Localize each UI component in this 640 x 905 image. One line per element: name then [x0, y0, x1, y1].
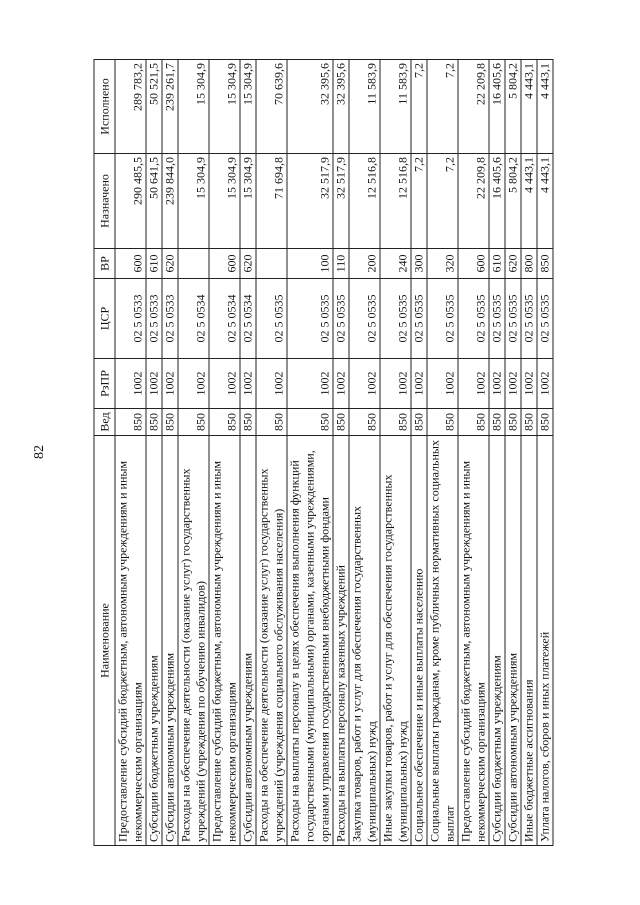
cell-csr: 02 5 0535: [333, 278, 349, 358]
table-row: [287, 59, 333, 845]
cell-rzpr: 1002: [209, 358, 240, 408]
cell-assigned: 71 694,8: [256, 153, 287, 248]
cell-executed: 32 395,6: [287, 59, 333, 153]
cell-assigned: 50 641,5: [146, 153, 162, 248]
cell-executed: 22 209,8: [458, 59, 489, 153]
table-row: [209, 59, 240, 845]
table-row: [349, 59, 380, 845]
cell-ved: 850: [162, 408, 178, 435]
cell-assigned: 5 804,2: [505, 153, 521, 248]
cell-assigned: 16 405,6: [489, 153, 505, 248]
cell-assigned: 15 304,9: [178, 153, 209, 248]
cell-assigned: 4 443,1: [537, 153, 553, 248]
cell-name: Субсидии автономным учреждениям: [162, 435, 178, 845]
cell-rzpr: 1002: [349, 358, 380, 408]
cell-ved: 850: [537, 408, 553, 435]
cell-ved: 850: [489, 408, 505, 435]
cell-vr: 600: [209, 248, 240, 278]
cell-name: Субсидии автономным учреждениям: [240, 435, 256, 845]
cell-ved: 850: [287, 408, 333, 435]
cell-vr: 600: [115, 248, 146, 278]
table-row: [521, 59, 537, 845]
cell-ved: 850: [209, 408, 240, 435]
header-cell-rzpr: РзПР: [94, 358, 115, 408]
cell-vr: 800: [521, 248, 537, 278]
cell-name: Закупка товаров, работ и услуг для обеспечения государственных (муниципальных) нужд: [349, 435, 380, 845]
cell-ved: 850: [333, 408, 349, 435]
cell-rzpr: 1002: [333, 358, 349, 408]
cell-name: Социальные выплаты гражданам, кроме публичных нормативных социальных выплат: [427, 435, 458, 845]
cell-ved: 850: [521, 408, 537, 435]
cell-ved: 850: [146, 408, 162, 435]
cell-rzpr: 1002: [489, 358, 505, 408]
table-row: [115, 59, 146, 845]
cell-name: Уплата налогов, сборов и иных платежей: [537, 435, 553, 845]
table-row: [162, 59, 178, 845]
cell-csr: 02 5 0535: [458, 278, 489, 358]
table-row: [380, 59, 411, 845]
cell-ved: 850: [115, 408, 146, 435]
cell-name: Субсидии автономным учреждениям: [505, 435, 521, 845]
table-header: [94, 59, 115, 845]
cell-vr: 110: [333, 248, 349, 278]
cell-rzpr: 1002: [178, 358, 209, 408]
cell-name: Расходы на выплаты персоналу в целях обеспечения выполнения функций государственными (муниципальными) органами, казенными учреждениями, органами управления государственными внебюджетными фондами: [287, 435, 333, 845]
cell-vr: 610: [146, 248, 162, 278]
cell-executed: 15 304,9: [240, 59, 256, 153]
cell-ved: 850: [505, 408, 521, 435]
cell-csr: 02 5 0534: [178, 278, 209, 358]
table-body: [115, 59, 553, 845]
header-cell-name: Наименование: [94, 435, 115, 845]
cell-name: Расходы на обеспечение деятельности (оказание услуг) государственных учреждений (учреждения социального обслуживания населения): [256, 435, 287, 845]
cell-csr: 02 5 0533: [115, 278, 146, 358]
cell-assigned: 7,2: [411, 153, 427, 248]
cell-executed: 15 304,9: [178, 59, 209, 153]
cell-csr: 02 5 0535: [489, 278, 505, 358]
cell-name: Иные закупки товаров, работ и услуг для обеспечения государственных (муниципальных) нужд: [380, 435, 411, 845]
cell-csr: 02 5 0535: [521, 278, 537, 358]
cell-csr: 02 5 0534: [240, 278, 256, 358]
header-cell-executed: Исполнено: [94, 59, 115, 153]
cell-assigned: 32 517,9: [287, 153, 333, 248]
cell-rzpr: 1002: [287, 358, 333, 408]
table-row: [505, 59, 521, 845]
cell-assigned: 290 485,5: [115, 153, 146, 248]
cell-rzpr: 1002: [146, 358, 162, 408]
rotated-page-content: [94, 60, 552, 846]
table-row: [146, 59, 162, 845]
cell-vr: 620: [162, 248, 178, 278]
cell-vr: 240: [380, 248, 411, 278]
cell-rzpr: 1002: [256, 358, 287, 408]
budget-table: [94, 59, 554, 846]
cell-ved: 850: [256, 408, 287, 435]
cell-executed: 70 639,6: [256, 59, 287, 153]
cell-csr: 02 5 0535: [505, 278, 521, 358]
cell-csr: 02 5 0535: [256, 278, 287, 358]
table-row: [256, 59, 287, 845]
cell-rzpr: 1002: [537, 358, 553, 408]
cell-assigned: 4 443,1: [521, 153, 537, 248]
cell-csr: 02 5 0535: [537, 278, 553, 358]
cell-name: Иные бюджетные ассигнования: [521, 435, 537, 845]
cell-ved: 850: [240, 408, 256, 435]
cell-executed: 4 443,1: [521, 59, 537, 153]
cell-assigned: 12 516,8: [349, 153, 380, 248]
cell-executed: 5 804,2: [505, 59, 521, 153]
cell-vr: 600: [458, 248, 489, 278]
cell-rzpr: 1002: [162, 358, 178, 408]
header-cell-csr: ЦСР: [94, 278, 115, 358]
cell-assigned: 22 209,8: [458, 153, 489, 248]
cell-vr: 850: [537, 248, 553, 278]
table-row: [333, 59, 349, 845]
header-cell-assigned: Назначено: [94, 153, 115, 248]
table-row: [240, 59, 256, 845]
cell-assigned: 239 844,0: [162, 153, 178, 248]
cell-csr: 02 5 0534: [209, 278, 240, 358]
cell-csr: 02 5 0535: [349, 278, 380, 358]
header-row: [94, 59, 115, 845]
cell-name: Предоставление субсидий бюджетным, автономным учреждениям и иным некоммерческим организациям: [115, 435, 146, 845]
cell-vr: 200: [349, 248, 380, 278]
cell-vr: 620: [505, 248, 521, 278]
cell-name: Расходы на выплаты персоналу казенных учреждений: [333, 435, 349, 845]
cell-csr: 02 5 0535: [287, 278, 333, 358]
table-row: [458, 59, 489, 845]
cell-csr: 02 5 0533: [162, 278, 178, 358]
cell-rzpr: 1002: [458, 358, 489, 408]
table-row: [178, 59, 209, 845]
cell-name: Субсидии бюджетным учреждениям: [489, 435, 505, 845]
cell-csr: 02 5 0533: [146, 278, 162, 358]
cell-executed: 7,2: [411, 59, 427, 153]
cell-executed: 11 583,9: [349, 59, 380, 153]
cell-assigned: 7,2: [427, 153, 458, 248]
cell-executed: 7,2: [427, 59, 458, 153]
cell-csr: 02 5 0535: [380, 278, 411, 358]
cell-name: Предоставление субсидий бюджетным, автономным учреждениям и иным некоммерческим организациям: [458, 435, 489, 845]
cell-assigned: 15 304,9: [240, 153, 256, 248]
cell-executed: 289 783,2: [115, 59, 146, 153]
cell-ved: 850: [427, 408, 458, 435]
cell-name: Предоставление субсидий бюджетным, автономным учреждениям и иным некоммерческим организациям: [209, 435, 240, 845]
cell-name: Социальное обеспечение и иные выплаты населению: [411, 435, 427, 845]
header-cell-ved: Вед: [94, 408, 115, 435]
cell-executed: 11 583,9: [380, 59, 411, 153]
cell-csr: 02 5 0535: [411, 278, 427, 358]
cell-name: Субсидии бюджетным учреждениям: [146, 435, 162, 845]
cell-vr: [256, 248, 287, 278]
cell-ved: 850: [380, 408, 411, 435]
cell-executed: 4 443,1: [537, 59, 553, 153]
cell-vr: 320: [427, 248, 458, 278]
cell-ved: 850: [349, 408, 380, 435]
cell-csr: 02 5 0535: [427, 278, 458, 358]
cell-rzpr: 1002: [115, 358, 146, 408]
cell-name: Расходы на обеспечение деятельности (оказание услуг) государственных учреждений (учреждения по обучению инвалидов): [178, 435, 209, 845]
cell-executed: 239 261,7: [162, 59, 178, 153]
cell-vr: 100: [287, 248, 333, 278]
cell-vr: 620: [240, 248, 256, 278]
cell-executed: 15 304,9: [209, 59, 240, 153]
cell-rzpr: 1002: [411, 358, 427, 408]
cell-rzpr: 1002: [427, 358, 458, 408]
cell-assigned: 32 517,9: [333, 153, 349, 248]
cell-executed: 50 521,5: [146, 59, 162, 153]
cell-rzpr: 1002: [505, 358, 521, 408]
header-cell-vr: ВР: [94, 248, 115, 278]
cell-rzpr: 1002: [521, 358, 537, 408]
cell-assigned: 15 304,9: [209, 153, 240, 248]
cell-vr: 300: [411, 248, 427, 278]
page-number: 82: [32, 445, 47, 459]
table-row: [537, 59, 553, 845]
cell-vr: 610: [489, 248, 505, 278]
cell-ved: 850: [411, 408, 427, 435]
table-row: [427, 59, 458, 845]
cell-executed: 16 405,6: [489, 59, 505, 153]
table-row: [489, 59, 505, 845]
cell-rzpr: 1002: [380, 358, 411, 408]
cell-assigned: 12 516,8: [380, 153, 411, 248]
cell-vr: [178, 248, 209, 278]
cell-ved: 850: [458, 408, 489, 435]
cell-ved: 850: [178, 408, 209, 435]
cell-rzpr: 1002: [240, 358, 256, 408]
cell-executed: 32 395,6: [333, 59, 349, 153]
table-row: [411, 59, 427, 845]
